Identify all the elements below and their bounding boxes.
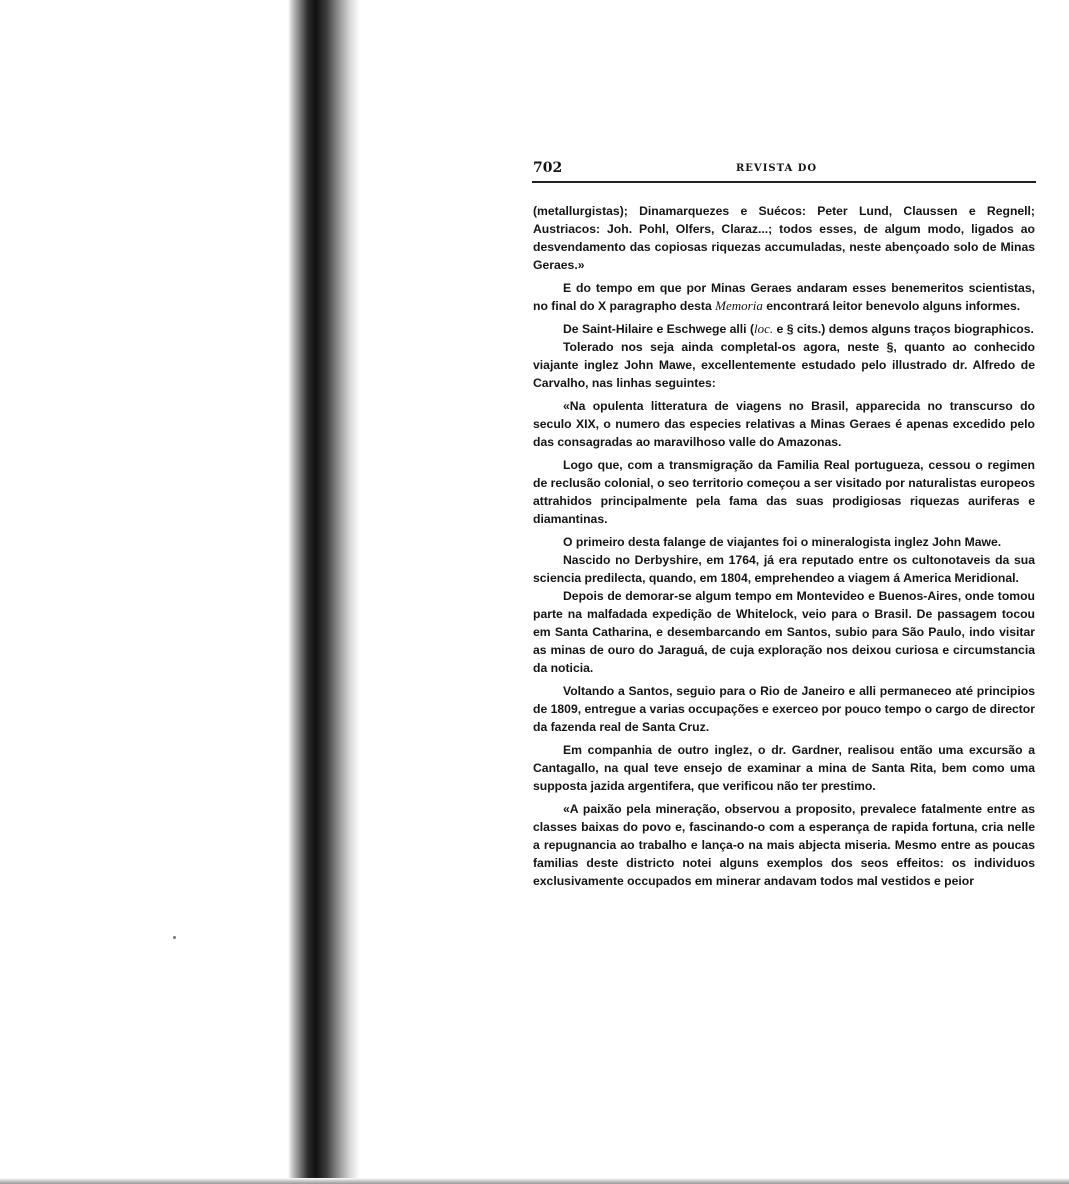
paragraph-7: O primeiro desta falange de viajantes foi o mineralogista inglez John Mawe.: [563, 534, 1002, 549]
scan-speck: [173, 936, 176, 939]
paragraph-4: Tolerado nos seja ainda completal-os agora, neste §, quanto ao conhecido viajante inglez John Mawe, excellentemente estudado pelo illustrado dr. Alfredo de Carvalho, nas linhas seguintes:: [533, 339, 1035, 391]
page-number: 702: [533, 160, 563, 176]
page-bottom-edge: [0, 1178, 1069, 1184]
paragraph-3: De Saint-Hilaire e Eschwege alli (loc. e § cits.) demos alguns traços biographicos.: [563, 320, 1034, 336]
book-binding-gutter: [0, 0, 360, 1184]
paragraph-8: Nascido no Derbyshire, em 1764, já era reputado entre os cultonotaveis da sua sciencia predilecta, quando, em 1804, emprehendeo a viagem á America Meridional.: [533, 552, 1035, 585]
paragraph-6: Logo que, com a transmigração da Familia Real portugueza, cessou o regimen de reclusão colonial, o seo territorio começou a ser visitado por naturalistas europeos attrahidos principalmente pela fama das suas prodigiosas riquezas auriferas e diamantinas.: [533, 457, 1035, 526]
header-rule: [532, 181, 1036, 183]
paragraph-5: «Na opulenta litteratura de viagens no Brasil, apparecida no transcurso do seculo XIX, o numero das especies relativas a Minas Geraes é apenas excedido pelo das consagradas ao maravilhoso valle do Amazonas.: [533, 398, 1035, 449]
paragraph-2: E do tempo em que por Minas Geraes andaram esses benemeritos scientistas, no final do X paragrapho desta Memoria encontrará leitor benevolo alguns informes.: [533, 280, 1035, 314]
paragraph-9: Depois de demorar-se algum tempo em Montevideo e Buenos-Aires, onde tomou parte na malfadada expedição de Whitelock, veio para o Brasil. De passagem tocou em Santa Catharina, e desembarcando em Santos, subio para São Paulo, indo visitar as minas de ouro do Jaraguá, de cuja exploração nos deixou curiosa e circumstancia da noticia.: [533, 588, 1035, 676]
body-text: [533, 202, 1035, 895]
paragraph-1: (metallurgistas); Dinamarquezes e Suécos: Peter Lund, Claussen e Regnell; Austriacos: Joh. Pohl, Olfers, Claraz...; todos esses, de algum modo, ligados ao desvendamento das copiosas riquezas accumuladas, neste abençoado solo de Minas Geraes.»: [533, 204, 1035, 273]
running-head: REVISTA DO: [736, 163, 818, 174]
paragraph-12: «A paixão pela mineração, observou a proposito, prevalece fatalmente entre as classes baixas do povo e, fascinando-o com a esperança de rapida fortuna, cria nelle a repugnancia ao trabalho e lança-o na mais abjecta miseria. Mesmo entre as poucas familias deste districto notei alguns exemplos dos seos effeitos: os individuos exclusivamente occupados em minerar andavam todos mal vestidos e peior: [533, 801, 1035, 889]
paragraph-11: Em companhia de outro inglez, o dr. Gardner, realisou então uma excursão a Cantagallo, na qual teve ensejo de examinar a mina de Santa Rita, bem como uma supposta jazida argentifera, que verificou não ter prestimo.: [533, 742, 1035, 793]
paragraph-10: Voltando a Santos, seguio para o Rio de Janeiro e alli permaneceo até principios de 1809, entregue a varias occupações e exerceo por pouco tempo o cargo de director da fazenda real de Santa Cruz.: [533, 683, 1035, 735]
italic-title: Memoria: [715, 298, 763, 314]
italic-abbrev: loc.: [754, 320, 774, 336]
